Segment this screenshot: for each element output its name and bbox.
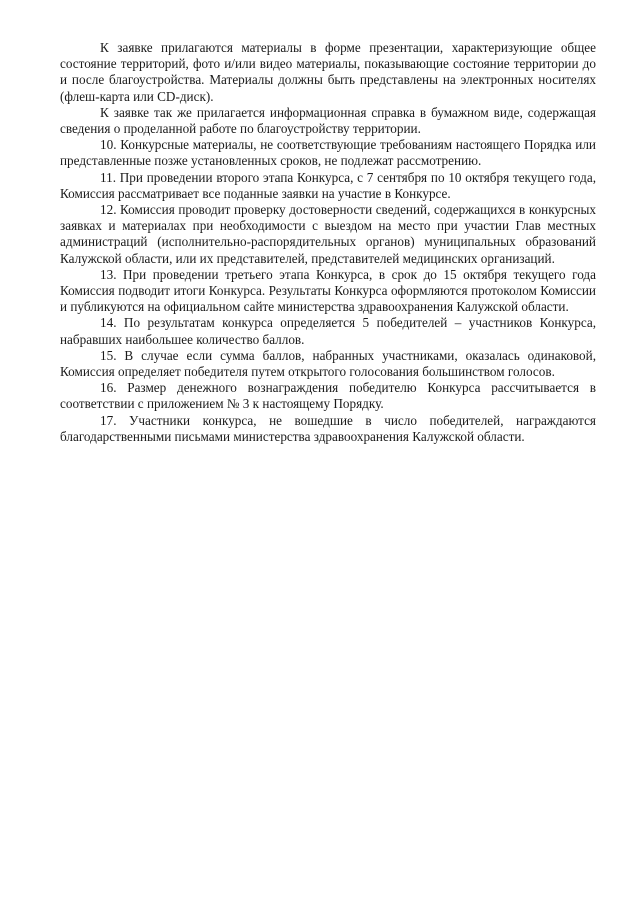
paragraph-item-17: 17. Участники конкурса, не вошедшие в число победителей, награждаются благодарственными письмами министерства здравоохранения Калужской области. (60, 412, 596, 444)
paragraph-item-16: 16. Размер денежного вознаграждения победителю Конкурса рассчитывается в соответствии с приложением № 3 к настоящему Порядку. (60, 380, 596, 412)
paragraph-item-14: 14. По результатам конкурса определяется 5 победителей – участников Конкурса, набравших наибольшее количество баллов. (60, 315, 596, 347)
document-body (60, 40, 596, 445)
paragraph-info-note: К заявке так же прилагается информационная справка в бумажном виде, содержащая сведения о проделанной работе по благоустройству территории. (60, 104, 596, 137)
paragraph-item-13: 13. При проведении третьего этапа Конкурса, в срок до 15 октября текущего года Комиссия подводит итоги Конкурса. Результаты Конкурса оформляются протоколом Комиссии и публикуются на официальном сайте министерства здравоохранения Калужской области. (60, 266, 596, 315)
paragraph-item-15: 15. В случае если сумма баллов, набранных участниками, оказалась одинаковой, Комиссия определяет победителя путем открытого голосования большинством голосов. (60, 347, 596, 380)
paragraph-item-12: 12. Комиссия проводит проверку достоверности сведений, содержащихся в конкурсных заявках и материалах при необходимости с выездом на место при участии Глав местных администраций (исполнительно-распорядительных органов) муниципальных образований Калужской области, или их представителей, представителей медицинских организаций. (60, 202, 596, 266)
paragraph-materials: К заявке прилагаются материалы в форме презентации, характеризующие общее состояние территорий, фото и/или видео материалы, показывающие состояние территории до и после благоустройства. Материалы должны быть представлены на электронных носителях (флеш-карта или CD-диск). (60, 40, 596, 104)
paragraph-item-11: 11. При проведении второго этапа Конкурса, с 7 сентября по 10 октября текущего года, Комиссия рассматривает все поданные заявки на участие в Конкурсе. (60, 169, 596, 201)
paragraph-item-10: 10. Конкурсные материалы, не соответствующие требованиям настоящего Порядка или представленные позже установленных сроков, не подлежат рассмотрению. (60, 137, 596, 169)
